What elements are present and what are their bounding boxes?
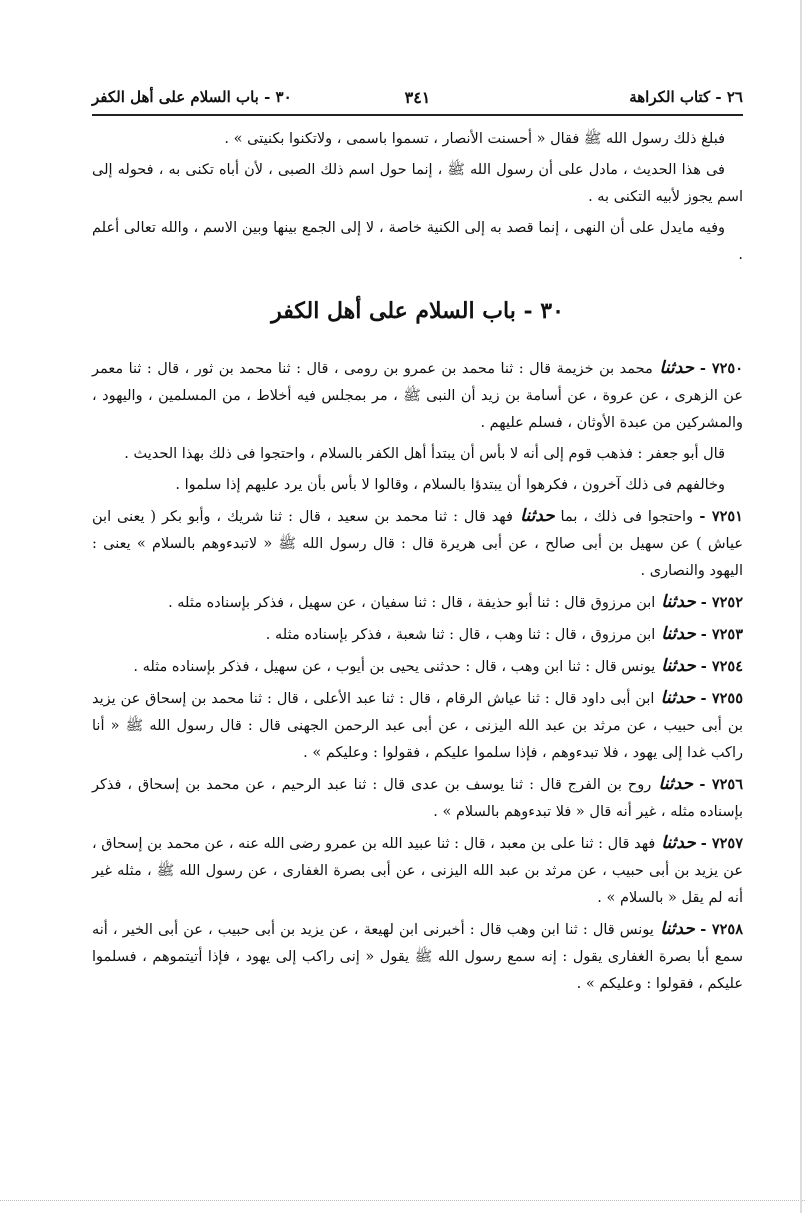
- hadith-number: ٧٢٥٦ -: [693, 776, 743, 793]
- hadith-number: ٧٢٥٥ -: [695, 690, 743, 707]
- hadith-entry: [92, 621, 743, 649]
- book-section-title: ٢٦ - كتاب الكراهة: [629, 88, 743, 106]
- hadith-number: ٧٢٥٠ -: [694, 360, 743, 377]
- page-bottom-rule: [0, 1200, 805, 1201]
- hadith-text: ابن أبى داود قال : ثنا عياش الرقام ، قال : ثنا عبد الأعلى ، قال : ثنا محمد بن إسحاق عن يزيد بن أبى حبيب ، عن مرثد بن عبد الله اليزنى ، عن أبى عبد الرحمن الجهنى قال : قال رسول الله ﷺ « أنا راكب غدا إلى يهود ، فلا تبدءوهم ، فإذا سلموا عليكم ، فقولوا : وعليكم » .: [92, 691, 743, 761]
- hadith-text: ابن مرزوق قال : ثنا أبو حذيفة ، قال : ثنا سفيان ، عن سهيل ، فذكر بإسناده مثله .: [168, 595, 656, 611]
- haddathana-marker: حدثنا: [655, 833, 696, 853]
- hadith-number: ٧٢٥٤ -: [695, 658, 743, 675]
- hadith-number: ٧٢٥١ -: [693, 508, 743, 525]
- hadith-entry: [92, 503, 743, 585]
- hadith-entry: [92, 916, 743, 998]
- haddathana-marker: حدثنا: [651, 774, 694, 794]
- haddathana-marker: حدثنا: [652, 358, 694, 378]
- page-number: ٣٤١: [404, 88, 431, 107]
- page-body: [92, 126, 743, 1002]
- hadith-number: ٧٢٥٨ -: [694, 921, 743, 938]
- haddathana-marker: حدثنا: [655, 592, 696, 612]
- haddathana-marker: حدثنا: [655, 656, 696, 676]
- hadith-text: ابن مرزوق ، قال : ثنا وهب ، قال : ثنا شعبة ، فذكر بإسناده مثله .: [265, 627, 656, 643]
- hadith-entry: [92, 685, 743, 767]
- intro-paragraph: فى هذا الحديث ، مادل على أن رسول الله ﷺ ، إنما حول اسم ذلك الصبى ، لأن أباه تكنى به ، فحوله إلى اسم يجوز لأبيه التكنى به .: [92, 162, 743, 205]
- page-edge: [800, 0, 802, 1213]
- hadith-number: ٧٢٥٢ -: [695, 594, 743, 611]
- header-rule: [92, 114, 743, 116]
- haddathana-marker: حدثنا: [654, 688, 696, 708]
- chapter-running-title: ٣٠ - باب السلام على أهل الكفر: [92, 88, 292, 106]
- commentary-paragraph: وخالفهم فى ذلك آخرون ، فكرهوا أن يبتدؤا بالسلام ، وقالوا لا بأس بأن يرد عليهم إذا سلموا .: [175, 477, 725, 493]
- haddathana-marker: حدثنا: [653, 919, 695, 939]
- chapter-title: ٣٠ - باب السلام على أهل الكفر: [271, 298, 564, 324]
- hadith-list: [92, 355, 743, 998]
- hadith-text: يونس قال : ثنا ابن وهب ، قال : حدثنى يحيى بن أيوب ، عن سهيل ، فذكر بإسناده مثله .: [133, 659, 656, 675]
- hadith-entry: [92, 830, 743, 912]
- hadith-text: فهد قال : ثنا على بن معبد ، قال : ثنا عبيد الله بن عمرو رضى الله عنه ، عن محمد بن إسحاق ، عن يزيد بن أبى حبيب ، عن مرثد بن عبد الله اليزنى ، عن أبى بصرة الغفارى ، عن رسول الله ﷺ ، مثله غير أنه لم يقل « بالسلام » .: [92, 836, 743, 906]
- hadith-entry: [92, 771, 743, 826]
- hadith-entry: [92, 653, 743, 681]
- haddathana-marker: حدثنا: [655, 624, 696, 644]
- running-header: [92, 84, 743, 112]
- hadith-number: ٧٢٥٧ -: [695, 835, 743, 852]
- hadith-number: ٧٢٥٣ -: [695, 626, 743, 643]
- hadith-text: يونس قال : ثنا ابن وهب قال : أخبرنى ابن لهيعة ، عن يزيد بن أبى حبيب ، عن أبى الخير ، أنه سمع أبا بصرة الغفارى يقول : إنه سمع رسول الله ﷺ يقول « إنى راكب إلى يهود ، فإذا أتيتموهم ، فسلموا عليكم ، فقولوا : وعليكم » .: [92, 922, 743, 992]
- hadith-text: محمد بن خزيمة قال : ثنا محمد بن عمرو بن رومى ، قال : ثنا محمد بن ثور ، قال : ثنا معمر عن الزهرى ، عن عروة ، عن أسامة بن زيد أن النبى ﷺ ، مر بمجلس فيه أخلاط ، من المسلمين ، واليهود ، والمشركين من عبدة الأوثان ، فسلم عليهم .: [92, 361, 743, 431]
- intro-paragraph: فبلغ ذلك رسول الله ﷺ فقال « أحسنت الأنصار ، تسموا باسمى ، ولاتكنوا بكنيتى » .: [224, 131, 725, 147]
- hadith-text: فهد قال : ثنا محمد بن سعيد ، قال : ثنا شريك ، وأبو بكر ( يعنى ابن عياش ) عن سهيل بن أبى صالح ، عن أبى هريرة قال : قال رسول الله ﷺ « لاتبدءوهم بالسلام » يعنى : اليهود والنصارى .: [92, 509, 743, 579]
- hadith-text: روح بن الفرج قال : ثنا يوسف بن عدى قال : ثنا عبد الرحيم ، عن محمد بن إسحاق ، فذكر بإسناده مثله ، غير أنه قال « فلا تبدءوهم بالسلام » .: [92, 777, 743, 820]
- haddathana-marker: حدثنا: [512, 506, 555, 526]
- hadith-entry: [92, 355, 743, 437]
- hadith-prefix: واحتجوا فى ذلك ، بما: [554, 509, 694, 525]
- commentary-paragraph: قال أبو جعفر : فذهب قوم إلى أنه لا بأس أن يبتدأ أهل الكفر بالسلام ، واحتجوا فى ذلك بهذا الحديث .: [124, 446, 725, 462]
- hadith-entry: [92, 589, 743, 617]
- intro-paragraph: وفيه مايدل على أن النهى ، إنما قصد به إلى الكنية خاصة ، لا إلى الجمع بينها وبين الاسم ، والله تعالى أعلم .: [92, 220, 743, 263]
